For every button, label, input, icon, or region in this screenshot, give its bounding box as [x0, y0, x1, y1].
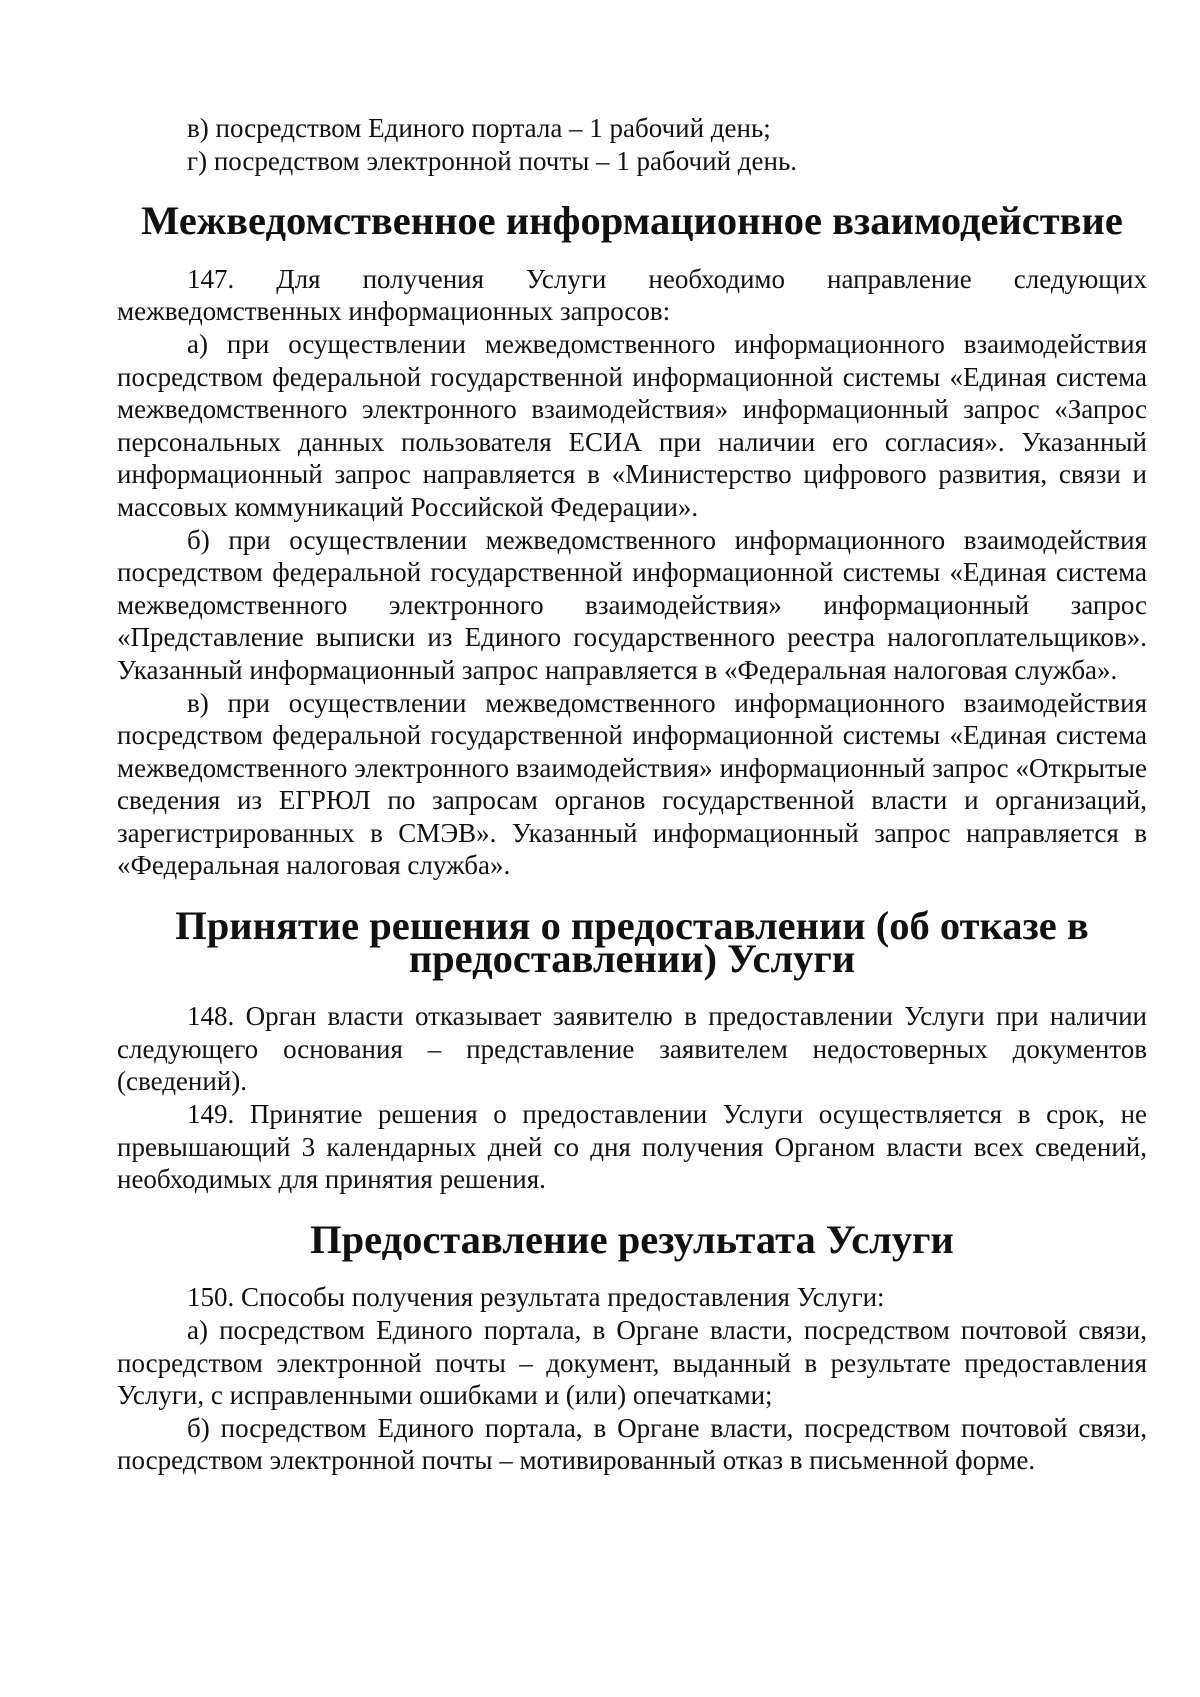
- paragraph-147-v: в) при осуществлении межведомственного информационного взаимодействия посредством федеральной государственной информационной системы «Единая система межведомственного электронного взаимодействия» информационный запрос «Открытые сведения из ЕГРЮЛ по запросам органов государственной власти и организаций, зарегистрированных в СМЭВ». Указанный информационный запрос направляется в «Федеральная налоговая служба».: [117, 687, 1147, 881]
- paragraph-147: 147. Для получения Услуги необходимо направление следующих межведомственных информационных запросов:: [117, 263, 1147, 327]
- paragraph-delivery-portal: в) посредством Единого портала – 1 рабочий день;: [187, 113, 771, 143]
- paragraph-149: 149. Принятие решения о предоставлении Услуги осуществляется в срок, не превышающий 3 календарных дней со дня получения Органом власти всех сведений, необходимых для принятия решения.: [117, 1099, 1147, 1195]
- paragraph-150-b: б) посредством Единого портала, в Органе власти, посредством почтовой связи, посредством электронной почты – мотивированный отказ в письменной форме.: [117, 1412, 1147, 1476]
- heading-result-provision: Предоставление результата Услуги: [310, 1216, 954, 1262]
- paragraph-148: 148. Орган власти отказывает заявителю в предоставлении Услуги при наличии следующего основания – представление заявителем недостоверных документов (сведений).: [117, 1001, 1147, 1097]
- paragraph-147-b: б) при осуществлении межведомственного информационного взаимодействия посредством федеральной государственной информационной системы «Единая система межведомственного электронного взаимодействия» информационный запрос «Представление выписки из Единого государственного реестра налогоплательщиков». Указанный информационный запрос направляется в «Федеральная налоговая служба».: [117, 524, 1147, 685]
- paragraph-150-a: а) посредством Единого портала, в Органе власти, посредством почтовой связи, посредством электронной почты – документ, выданный в результате предоставления Услуги, с исправленными ошибками и (или) опечатками;: [117, 1315, 1147, 1411]
- paragraph-150: 150. Способы получения результата предоставления Услуги:: [187, 1282, 885, 1313]
- document-page: [117, 112, 1147, 1477]
- heading-decision: Принятие решения о предоставлении (об отказе в предоставлении) Услуги: [175, 903, 1089, 981]
- paragraph-147-a: а) при осуществлении межведомственного информационного взаимодействия посредством федеральной государственной информационной системы «Единая система межведомственного электронного взаимодействия» информационный запрос «Запрос персональных данных пользователя ЕСИА при наличии его согласия». Указанный информационный запрос направляется в «Министерство цифрового развития, связи и массовых коммуникаций Российской Федерации».: [117, 328, 1147, 522]
- heading-interagency-interaction: Межведомственное информационное взаимодействие: [141, 198, 1123, 244]
- paragraph-delivery-email: г) посредством электронной почты – 1 рабочий день.: [187, 145, 798, 176]
